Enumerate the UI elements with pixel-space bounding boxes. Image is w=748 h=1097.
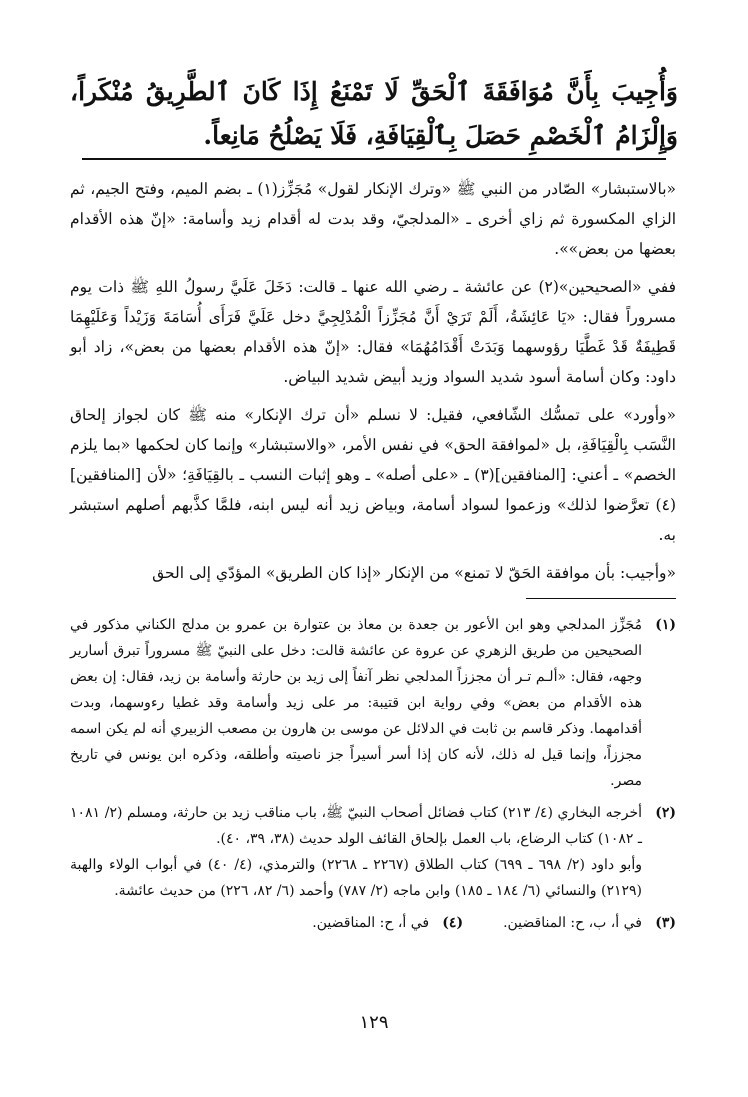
footnote-text: وأبو داود (٢/ ٦٩٨ ـ ٦٩٩) كتاب الطلاق (٢٢٦٧ ـ ٢٢٦٨) والترمذي، (٤/ ٤٠) في أبواب الولاء والهبة (٢١٢٩) والنسائي (٦/ ١٨٤ ـ ١٨٥) وابن ماجه (٢/ ٧٨٧) وأحمد (٦/ ٨٢، ٢٢٦) من حديث عائشة. xyxy=(70,857,642,899)
footnote-number: (٤) xyxy=(442,915,464,931)
commentary-paragraph: «وأجيب: بأن موافقة الحَقّ لا تمنع» من الإنكار «إذا كان الطريق» المؤدّي إلى الحق xyxy=(152,564,676,582)
footnote-body xyxy=(70,800,642,904)
footnote-text: مُجَزِّز المدلجي وهو ابن الأعور بن جعدة بن معاذ بن عتوارة بن عمرو بن مدلج الكناني مذكور في الصحيحين من طريق الزهري عن عروة عن عائشة قالت: دخل على النبيّ ﷺ مسروراً تبرق أسارير وجهه، فقال: «ألـم تـر أن مجززاً المدلجي نظر آنفاً إلى زيد بن حارثة وأسامة بن زيد، فقال: إن بعض هذه الأقدام من بعض» وفي رواية ابن قتيبة: مر على زيد وأسامة وقد غطيا رءوسهما، وبدت أقدامهما. وذكر قاسم بن ثابت في الدلائل عن موسى بن هارون بن مصعب الزبيري أنه لم يكن اسمه مجززاً، وإنما قيل له ذلك، لأنه كان إذا أسر أسيراً جز ناصيته وأطلقه، وذكره ابن يونس في تاريخ مصر. xyxy=(70,617,642,789)
footnote-body xyxy=(70,612,642,794)
footnote xyxy=(70,800,676,904)
matn-separator xyxy=(82,158,666,160)
footnote-number: (٣) xyxy=(655,915,676,931)
commentary-paragraph: ففي «الصحيحين»(٢) عن عائشة ـ رضي الله عنها ـ قالت: دَخَلَ عَلَيَّ رسولُ اللهِ ﷺ ذات يوم مسروراً فقال: «يَا عَائِشَةُ، أَلَمْ تَرَيْ أَنَّ مُجَزِّزاً الْمُدْلِجِيَّ دخل عَلَيَّ فَرَأَى أُسَامَةَ وَزَيْداً وَعَلَيْهِمَا قَطِيفَةٌ قَدْ غَطَّيَا رؤوسهما وَبَدَتْ أَقْدَامُهُمَا» فقال: «إنّ هذه الأقدام بعضها من بعض»، زاد أبو داود: وكان أسامة أسود شديد السواد وزيد أبيض شديد البياض. xyxy=(70,278,677,386)
footnote-text: في أ، ب، ح: المناقضين. xyxy=(503,915,642,931)
footnote-number: (١) xyxy=(655,617,676,633)
footnote-separator xyxy=(526,598,676,599)
footnotes xyxy=(70,612,676,948)
commentary-paragraph: «وأورد» على تمسُّك الشّافعي، فقيل: لا نسلم «أن ترك الإنكار» منه ﷺ كان لجواز إلحاق النَّسَب بِالْقِيَافَةِ، بل «لموافقة الحق» في نفس الأمر، «والاستبشار» وإنما كان لحكمها «بما يلزم الخصم» ـ أعني: [المنافقين](٣) ـ «على أصله» ـ وهو إثبات النسب ـ بالقِيَافَةِ؛ «لأن [المنافقين](٤) تعرَّضوا لذلك» وزعموا لسواد أسامة، وبياض زيد أنه ليس ابنه، فلمَّا كذَّبهم أصلهم استبشر به. xyxy=(70,406,676,544)
commentary-paragraph: «بالاستبشار» الصّادر من النبي ﷺ «وترك الإنكار لقول» مُجَزِّز(١) ـ بضم الميم، وفتح الجيم، ثم الزاي المكسورة ثم زاي أخرى ـ «المدلجيّ، وقد بدت له أقدام زيد وأسامة: «إنّ هذه الأقدام بعضها من بعض»». xyxy=(70,180,677,258)
footnote-text: في أ، ح: المناقضين. xyxy=(312,915,430,931)
page-number: ١٢٩ xyxy=(359,1012,389,1033)
footnote xyxy=(503,910,676,936)
footnote-number: (٢) xyxy=(655,805,676,821)
footnote-text: أخرجه البخاري (٤/ ٢١٣) كتاب فضائل أصحاب النبيّ ﷺ، باب مناقب زيد بن حارثة، ومسلم (٢/ ١٠٨١ ـ ١٠٨٢) كتاب الرضاع، باب العمل بإلحاق القائف الولد حديث (٣٨، ٣٩، ٤٠). xyxy=(70,805,643,847)
footnote xyxy=(312,910,463,936)
footnote xyxy=(70,612,676,794)
footnote-row xyxy=(70,910,676,942)
matn-text: وَأُجِيبَ بِأَنَّ مُوَافَقَةَ ٱلْحَقِّ لَا تَمْنَعُ إِذَا كَانَ ٱلطَّرِيقُ مُنْكَراً، وَإِلْزَامُ ٱلْخَصْمِ حَصَلَ بِٱلْقِيَافَةِ، فَلَا يَصْلُحُ مَانِعاً. xyxy=(70,77,678,150)
commentary xyxy=(70,174,676,596)
